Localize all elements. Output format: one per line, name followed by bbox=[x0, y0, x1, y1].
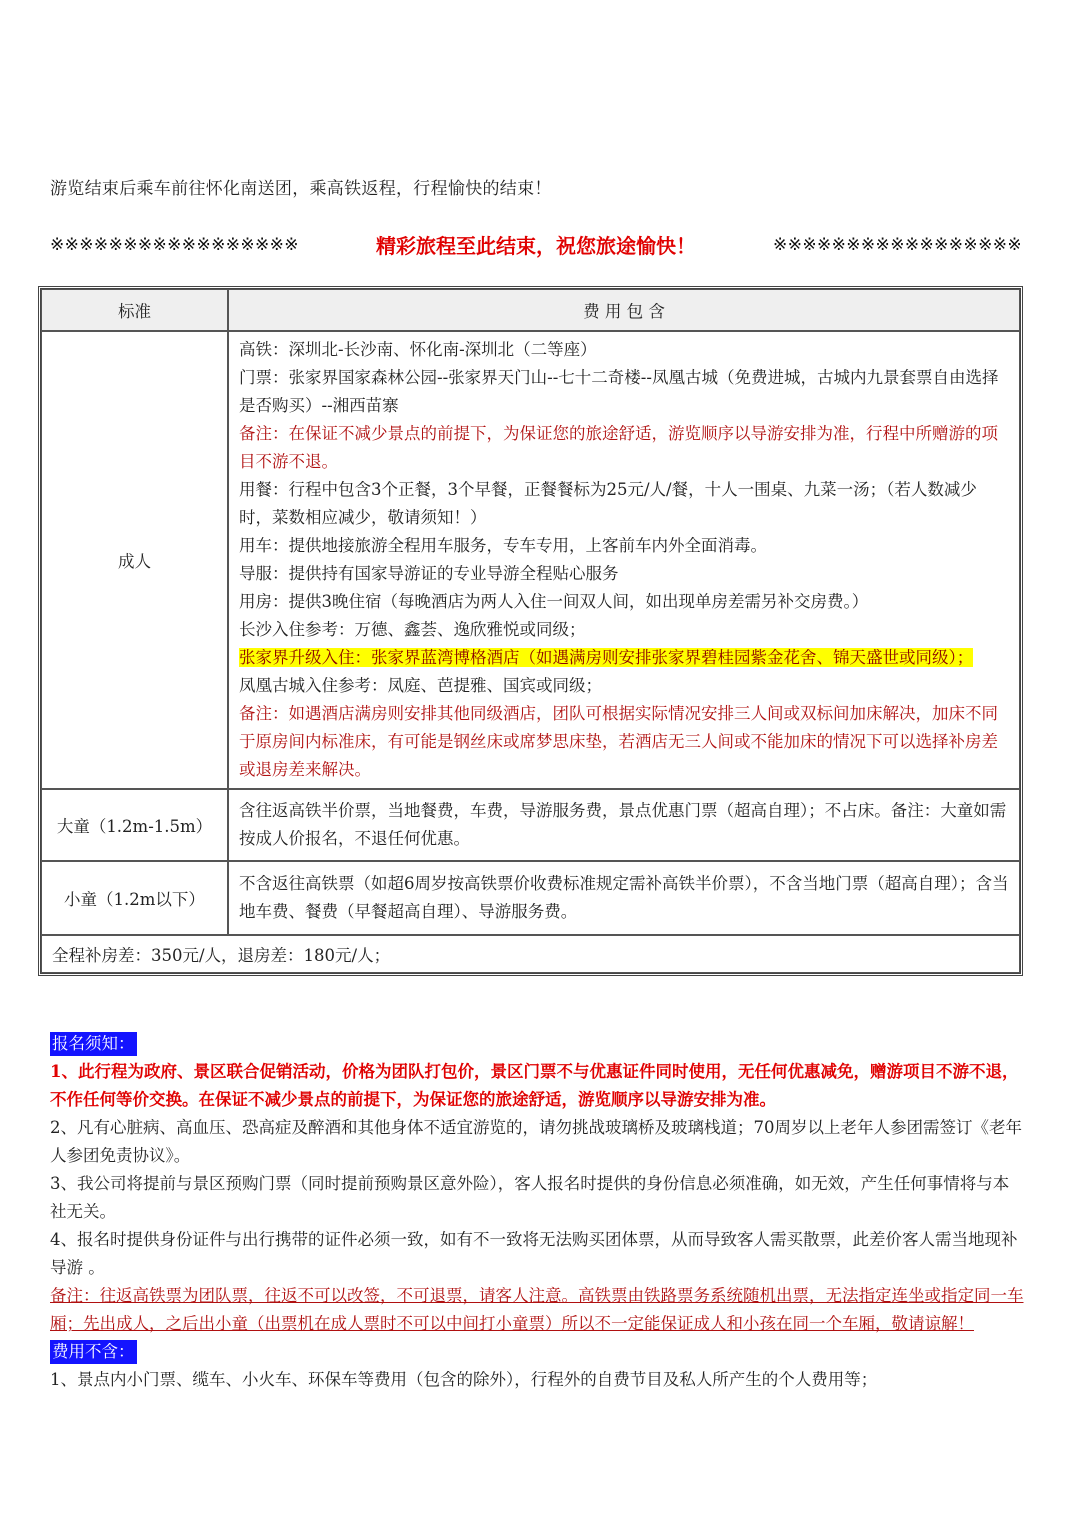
fee-table bbox=[38, 286, 1023, 976]
detail-note-order: 备注：在保证不减少景点的前提下，为保证您的旅途舒适，游览顺序以导游安排为准，行程中所赠游的项目不游不退。 bbox=[239, 424, 998, 471]
detail-changsha-hotel: 长沙入住参考：万德、鑫荟、逸欣雅悦或同级； bbox=[239, 620, 586, 639]
detail-vehicle: 用车：提供地接旅游全程用车服务，专车专用，上客前车内外全面消毒。 bbox=[239, 536, 767, 555]
small-child-text: 不含返往高铁票（如超6周岁按高铁票价收费标准规定需补高铁半价票），不含当地门票（超高自理）；含当地车费、餐费（早餐超高自理）、导游服务费。 bbox=[239, 874, 1009, 921]
table-row-adult bbox=[41, 331, 1020, 789]
detail-meals: 用餐：行程中包含3个正餐，3个早餐，正餐餐标为25元/人/餐，十人一围桌、九菜一汤；（若人数减少时，菜数相应减少，敬请须知！） bbox=[239, 480, 977, 527]
detail-train: 高铁：深圳北-长沙南、怀化南-深圳北（二等座） bbox=[239, 340, 597, 359]
room-difference-text: 全程补房差：350元/人，退房差：180元/人； bbox=[41, 935, 1020, 973]
registration-item-3: 3、我公司将提前与景区预购门票（同时提前预购景区意外险），客人报名时提供的身份信息必须准确，如无效，产生任何事情将与本社无关。 bbox=[50, 1174, 1010, 1221]
table-row-room-difference bbox=[41, 935, 1020, 973]
big-child-text: 含往返高铁半价票，当地餐费，车费，导游服务费，景点优惠门票（超高自理）；不占床。备注：大童如需按成人价报名，不退任何优惠。 bbox=[239, 801, 1007, 848]
header-fee-included: 费 用 包 含 bbox=[228, 289, 1020, 331]
row-label-small-child: 小童（1.2m以下） bbox=[41, 861, 228, 935]
decorative-stars-left: ※※※※※※※※※※※※※※※※※ bbox=[50, 234, 299, 255]
decorative-stars-right: ※※※※※※※※※※※※※※※※※ bbox=[773, 234, 1022, 255]
registration-item-2: 2、凡有心脏病、高血压、恐高症及醉酒和其他身体不适宜游览的，请勿挑战玻璃桥及玻璃栈道；70周岁以上老年人参团需签订《老年人参团免责协议》。 bbox=[50, 1118, 1022, 1165]
registration-notes bbox=[50, 1030, 1025, 1394]
small-child-details bbox=[228, 861, 1020, 935]
detail-fenghuang-hotel: 凤凰古城入住参考：凤庭、芭提雅、国宾或同级； bbox=[239, 676, 602, 695]
row-label-adult: 成人 bbox=[41, 331, 228, 789]
highlighted-hotel-upgrade: 张家界升级入住：张家界蓝湾博格酒店（如遇满房则安排张家界碧桂园紫金花舍、锦天盛世或同级）； bbox=[239, 648, 974, 667]
row-label-big-child: 大童（1.2m-1.5m） bbox=[41, 789, 228, 861]
detail-rooms: 用房：提供3晚住宿（每晚酒店为两人入住一间双人间，如出现单房差需另补交房费。） bbox=[239, 592, 869, 611]
big-child-details bbox=[228, 789, 1020, 861]
registration-heading: 报名须知： bbox=[50, 1032, 137, 1056]
registration-item-1: 1、此行程为政府、景区联合促销活动，价格为团队打包价，景区门票不与优惠证件同时使用，无任何优惠减免，赠游项目不游不退，不作任何等价交换。在保证不减少景点的前提下，为保证您的旅途舒适，游览顺序以导游安排为准。 bbox=[50, 1062, 1019, 1109]
end-banner bbox=[50, 230, 1022, 259]
detail-note-hotel: 备注：如遇酒店满房则安排其他同级酒店，团队可根据实际情况安排三人间或双标间加床解决，加床不同于原房间内标准床，有可能是钢丝床或席梦思床垫，若酒店无三人间或不能加床的情况下可以选择补房差或退房差来解决。 bbox=[239, 704, 998, 779]
detail-guide: 导服：提供持有国家导游证的专业导游全程贴心服务 bbox=[239, 564, 619, 583]
table-header-row bbox=[41, 289, 1020, 331]
adult-details bbox=[228, 331, 1020, 789]
table-row-small-child bbox=[41, 861, 1020, 935]
registration-note: 备注：往返高铁票为团队票，往返不可以改签，不可退票，请客人注意。高铁票由铁路票务系统随机出票，无法指定连坐或指定同一车厢；先出成人，之后出小童（出票机在成人票时不可以中间打小童票）所以不一定能保证成人和小孩在同一个车厢，敬请谅解！ bbox=[50, 1286, 1024, 1333]
registration-item-4: 4、报名时提供身份证件与出行携带的证件必须一致，如有不一致将无法购买团体票，从而导致客人需买散票，此差价客人需当地现补导游 。 bbox=[50, 1230, 1018, 1277]
banner-title: 精彩旅程至此结束，祝您旅途愉快！ bbox=[376, 234, 696, 258]
exclusions-heading: 费用不含： bbox=[50, 1340, 137, 1364]
intro-line: 游览结束后乘车前往怀化南送团，乘高铁返程，行程愉快的结束！ bbox=[50, 179, 552, 199]
detail-tickets: 门票：张家界国家森林公园--张家界天门山--七十二奇楼--凤凰古城（免费进城，古城内九景套票自由选择是否购买）--湘西苗寨 bbox=[239, 368, 999, 415]
detail-zhangjiajie-hotel bbox=[239, 644, 1009, 672]
table-row-big-child bbox=[41, 789, 1020, 861]
header-standard: 标准 bbox=[41, 289, 228, 331]
exclusions-item-1: 1、景点内小门票、缆车、小火车、环保车等费用（包含的除外），行程外的自费节目及私人所产生的个人费用等； bbox=[50, 1370, 878, 1389]
